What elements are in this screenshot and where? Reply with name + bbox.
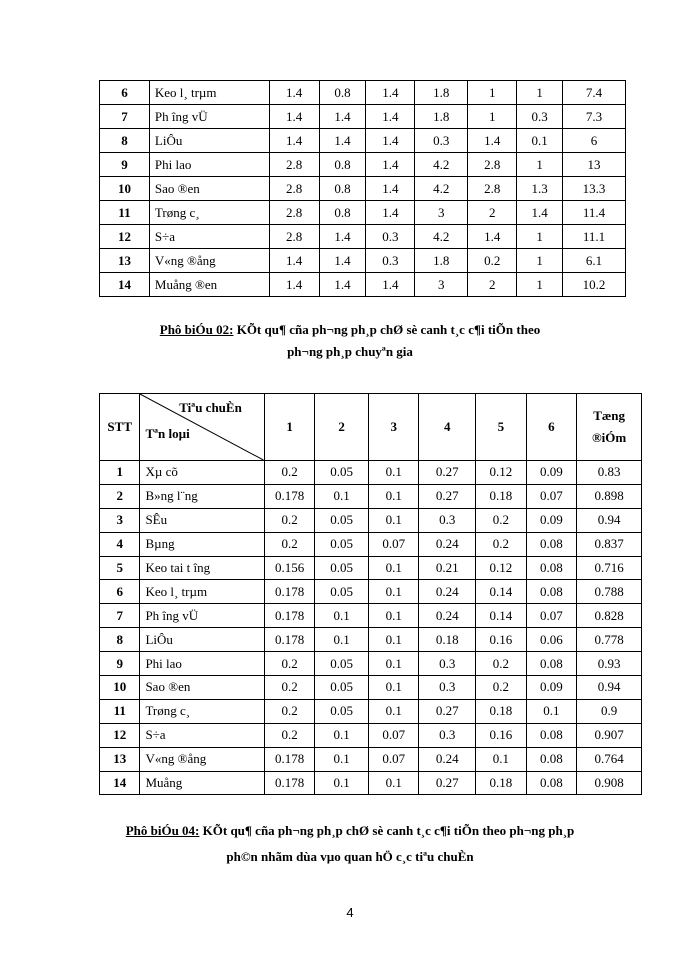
row-number: 9 (100, 652, 140, 676)
score-cell: 0.3 (419, 723, 476, 747)
row-number: 2 (100, 484, 140, 508)
score-cell: 0.1 (368, 676, 419, 700)
score-cell: 0.1 (315, 604, 369, 628)
score-table-continued (99, 80, 626, 297)
score-cell: 1 (468, 81, 517, 105)
species-name: LiÔu (140, 628, 264, 652)
score-cell: 1.4 (468, 225, 517, 249)
row-number: 14 (100, 273, 150, 297)
row-number: 7 (100, 105, 150, 129)
score-cell: 0.05 (315, 461, 369, 485)
header-col-4: 4 (419, 394, 476, 461)
score-cell: 0.3 (366, 249, 415, 273)
score-cell: 0.178 (264, 484, 315, 508)
score-cell: 0.2 (468, 249, 517, 273)
score-cell: 0.2 (476, 532, 527, 556)
score-cell: 0.3 (419, 508, 476, 532)
total-score-cell: 0.828 (577, 604, 642, 628)
score-cell: 1.4 (269, 129, 319, 153)
score-cell: 1.4 (366, 177, 415, 201)
score-cell: 0.1 (368, 699, 419, 723)
score-cell: 0.06 (526, 628, 577, 652)
species-name: V«ng ®ång (149, 249, 269, 273)
score-cell: 0.3 (366, 225, 415, 249)
species-name: SÊu (140, 508, 264, 532)
score-cell: 1 (517, 273, 563, 297)
score-cell: 1.4 (269, 249, 319, 273)
score-cell: 0.1 (368, 508, 419, 532)
score-cell: 0.07 (368, 723, 419, 747)
species-name: Xµ cõ (140, 461, 264, 485)
score-cell: 0.1 (368, 580, 419, 604)
score-cell: 0.8 (319, 177, 366, 201)
score-cell: 0.3 (419, 652, 476, 676)
score-cell: 0.1 (315, 747, 369, 771)
total-score-cell: 0.898 (577, 484, 642, 508)
score-cell: 1.4 (269, 105, 319, 129)
score-cell: 0.1 (368, 771, 419, 795)
page-number: 4 (346, 905, 354, 920)
score-cell: 1.4 (366, 273, 415, 297)
score-cell: 1.4 (319, 129, 366, 153)
score-cell: 1 (517, 249, 563, 273)
score-cell: 2.8 (468, 177, 517, 201)
score-cell: 4.2 (415, 153, 468, 177)
score-cell: 0.18 (476, 699, 527, 723)
score-cell: 0.156 (264, 556, 315, 580)
species-name: S÷a (140, 723, 264, 747)
species-name: Phi lao (149, 153, 269, 177)
score-cell: 0.18 (476, 484, 527, 508)
caption-line-2: ph¬ng ph¸p chuyªn gia (287, 344, 413, 359)
score-cell: 0.08 (526, 747, 577, 771)
score-cell: 0.24 (419, 532, 476, 556)
score-cell: 4.2 (415, 225, 468, 249)
row-number: 5 (100, 556, 140, 580)
caption-label: Phô biÓu 04: (125, 823, 200, 838)
score-cell: 0.2 (476, 676, 527, 700)
total-score-cell: 13 (563, 153, 626, 177)
caption-text: KÕt qu¶ cña ph¬ng ph¸p chØ sè canh t¸c c¶i tiÕn theo (233, 322, 541, 337)
score-cell: 0.1 (476, 747, 527, 771)
score-cell: 1.4 (319, 225, 366, 249)
score-cell: 1.4 (319, 249, 366, 273)
total-score-cell: 6 (563, 129, 626, 153)
species-name: Bµng (140, 532, 264, 556)
header-col-2: 2 (315, 394, 369, 461)
header-col-1: 1 (264, 394, 315, 461)
header-stt: STT (100, 394, 140, 461)
score-cell: 0.1 (526, 699, 577, 723)
header-col-6: 6 (526, 394, 577, 461)
row-number: 10 (100, 676, 140, 700)
species-name: B»ng l¨ng (140, 484, 264, 508)
score-cell: 2.8 (468, 153, 517, 177)
species-name: Trøng c¸ (140, 699, 264, 723)
total-score-cell: 11.4 (563, 201, 626, 225)
table-row (100, 676, 642, 700)
score-cell: 0.8 (319, 153, 366, 177)
caption-line-2: ph©n nhãm dùa vµo quan hÖ c¸c tiªu chuÈn (226, 849, 474, 864)
score-cell: 0.21 (419, 556, 476, 580)
species-name: Sao ®en (149, 177, 269, 201)
row-number: 6 (100, 81, 150, 105)
score-cell: 1.4 (366, 153, 415, 177)
score-cell: 2.8 (269, 225, 319, 249)
score-cell: 0.1 (368, 484, 419, 508)
row-number: 9 (100, 153, 150, 177)
score-cell: 0.05 (315, 556, 369, 580)
score-cell: 1 (517, 225, 563, 249)
score-cell: 0.05 (315, 532, 369, 556)
header-diagonal-cell (140, 394, 264, 461)
score-cell: 0.3 (415, 129, 468, 153)
score-cell: 0.05 (315, 580, 369, 604)
score-cell: 0.2 (264, 723, 315, 747)
score-cell: 1.4 (366, 201, 415, 225)
score-cell: 2 (468, 273, 517, 297)
score-cell: 0.05 (315, 508, 369, 532)
score-cell: 0.2 (264, 699, 315, 723)
table-row (100, 105, 626, 129)
caption-line-1 (0, 322, 700, 338)
total-score-cell: 11.1 (563, 225, 626, 249)
header-total (577, 394, 642, 461)
score-cell: 0.3 (419, 676, 476, 700)
score-cell: 1.4 (319, 273, 366, 297)
score-cell: 0.27 (419, 461, 476, 485)
score-cell: 3 (415, 201, 468, 225)
score-cell: 0.24 (419, 580, 476, 604)
table-row (100, 249, 626, 273)
header-criteria: Tiªu chuÈn (179, 400, 242, 415)
species-name: Sao ®en (140, 676, 264, 700)
table-row (100, 484, 642, 508)
score-cell: 0.1 (368, 628, 419, 652)
score-cell: 1.4 (366, 105, 415, 129)
total-score-cell: 0.764 (577, 747, 642, 771)
table-row (100, 628, 642, 652)
header-row (100, 394, 642, 461)
score-cell: 0.16 (476, 723, 527, 747)
table-row (100, 273, 626, 297)
table-row (100, 129, 626, 153)
row-number: 14 (100, 771, 140, 795)
score-cell: 0.08 (526, 532, 577, 556)
total-score-cell: 0.716 (577, 556, 642, 580)
total-score-cell: 0.837 (577, 532, 642, 556)
row-number: 13 (100, 249, 150, 273)
score-cell: 1.4 (269, 81, 319, 105)
score-cell: 1.4 (366, 81, 415, 105)
score-cell: 0.2 (264, 652, 315, 676)
score-cell: 0.2 (476, 652, 527, 676)
table-row (100, 532, 642, 556)
score-cell: 0.1 (315, 723, 369, 747)
score-cell: 1.8 (415, 105, 468, 129)
score-cell: 0.1 (517, 129, 563, 153)
score-cell: 0.178 (264, 628, 315, 652)
score-cell: 0.18 (476, 771, 527, 795)
species-name: Muång (140, 771, 264, 795)
score-cell: 0.1 (315, 771, 369, 795)
score-cell: 0.08 (526, 771, 577, 795)
score-cell: 0.178 (264, 771, 315, 795)
total-score-cell: 13.3 (563, 177, 626, 201)
total-score-cell: 0.788 (577, 580, 642, 604)
score-cell: 1 (517, 153, 563, 177)
caption-table-02 (0, 322, 700, 360)
score-cell: 1.4 (319, 105, 366, 129)
score-cell: 0.18 (419, 628, 476, 652)
header-col-3: 3 (368, 394, 419, 461)
score-cell: 1 (517, 81, 563, 105)
species-name: Muång ®en (149, 273, 269, 297)
table-row (100, 580, 642, 604)
score-cell: 0.08 (526, 652, 577, 676)
table-row (100, 153, 626, 177)
score-cell: 0.08 (526, 556, 577, 580)
score-cell: 0.1 (368, 652, 419, 676)
total-score-cell: 10.2 (563, 273, 626, 297)
score-cell: 1.8 (415, 249, 468, 273)
table-row (100, 723, 642, 747)
table-row (100, 556, 642, 580)
score-cell: 2.8 (269, 201, 319, 225)
total-score-cell: 0.907 (577, 723, 642, 747)
score-cell: 0.1 (368, 461, 419, 485)
row-number: 10 (100, 177, 150, 201)
total-score-cell: 0.94 (577, 508, 642, 532)
total-score-cell: 0.93 (577, 652, 642, 676)
total-score-cell: 0.83 (577, 461, 642, 485)
species-name: Ph îng vÜ (149, 105, 269, 129)
row-number: 8 (100, 628, 140, 652)
score-cell: 0.2 (264, 461, 315, 485)
score-cell: 0.2 (264, 532, 315, 556)
table-row (100, 771, 642, 795)
caption-text: KÕt qu¶ cña ph¬ng ph¸p chØ sè canh t¸c c¶i tiÕn theo ph¬ng ph¸p (199, 823, 575, 838)
score-cell: 1.8 (415, 81, 468, 105)
score-cell: 0.24 (419, 604, 476, 628)
table-row (100, 461, 642, 485)
total-score-cell: 0.908 (577, 771, 642, 795)
score-cell: 0.07 (526, 604, 577, 628)
score-cell: 0.09 (526, 676, 577, 700)
table-row (100, 699, 642, 723)
score-cell: 0.07 (368, 747, 419, 771)
score-cell: 0.14 (476, 604, 527, 628)
species-name: Keo l¸ trµm (149, 81, 269, 105)
table-row (100, 604, 642, 628)
row-number: 12 (100, 225, 150, 249)
score-cell: 0.14 (476, 580, 527, 604)
score-cell: 0.2 (264, 508, 315, 532)
score-cell: 2.8 (269, 177, 319, 201)
species-name: V«ng ®ång (140, 747, 264, 771)
total-score-cell: 7.4 (563, 81, 626, 105)
score-cell: 0.1 (315, 628, 369, 652)
score-cell: 3 (415, 273, 468, 297)
row-number: 13 (100, 747, 140, 771)
score-cell: 0.1 (368, 556, 419, 580)
header-total-line1: Tæng (593, 408, 625, 423)
total-score-cell: 0.778 (577, 628, 642, 652)
score-cell: 0.178 (264, 580, 315, 604)
score-cell: 0.07 (526, 484, 577, 508)
score-cell: 0.09 (526, 508, 577, 532)
score-cell: 2.8 (269, 153, 319, 177)
score-cell: 0.2 (476, 508, 527, 532)
score-cell: 2 (468, 201, 517, 225)
caption-label: Phô biÓu 02: (159, 322, 234, 337)
score-cell: 0.27 (419, 484, 476, 508)
header-col-5: 5 (476, 394, 527, 461)
table-row (100, 747, 642, 771)
score-cell: 0.1 (315, 484, 369, 508)
score-cell: 0.3 (517, 105, 563, 129)
score-cell: 0.8 (319, 201, 366, 225)
species-name: LiÔu (149, 129, 269, 153)
row-number: 1 (100, 461, 140, 485)
total-score-cell: 6.1 (563, 249, 626, 273)
score-cell: 0.12 (476, 461, 527, 485)
caption-table-04 (0, 823, 700, 865)
score-cell: 0.1 (368, 604, 419, 628)
score-cell: 0.08 (526, 723, 577, 747)
normalized-score-table (99, 393, 642, 795)
total-score-cell: 7.3 (563, 105, 626, 129)
score-cell: 0.24 (419, 747, 476, 771)
score-cell: 0.05 (315, 699, 369, 723)
score-cell: 0.07 (368, 532, 419, 556)
species-name: Trøng c¸ (149, 201, 269, 225)
row-number: 12 (100, 723, 140, 747)
score-cell: 0.16 (476, 628, 527, 652)
species-name: Keo l¸ trµm (140, 580, 264, 604)
score-cell: 1.4 (468, 129, 517, 153)
score-cell: 0.178 (264, 604, 315, 628)
row-number: 11 (100, 201, 150, 225)
score-cell: 0.08 (526, 580, 577, 604)
header-species-name: Tªn loµi (145, 426, 190, 441)
table-row (100, 177, 626, 201)
row-number: 11 (100, 699, 140, 723)
score-cell: 1.4 (366, 129, 415, 153)
table-row (100, 201, 626, 225)
table-row (100, 652, 642, 676)
species-name: S÷a (149, 225, 269, 249)
score-cell: 1.3 (517, 177, 563, 201)
species-name: Ph îng vÜ (140, 604, 264, 628)
row-number: 4 (100, 532, 140, 556)
row-number: 8 (100, 129, 150, 153)
score-cell: 0.05 (315, 652, 369, 676)
score-cell: 0.27 (419, 771, 476, 795)
score-cell: 0.8 (319, 81, 366, 105)
row-number: 6 (100, 580, 140, 604)
score-cell: 1 (468, 105, 517, 129)
row-number: 3 (100, 508, 140, 532)
total-score-cell: 0.9 (577, 699, 642, 723)
table-row (100, 81, 626, 105)
score-cell: 0.05 (315, 676, 369, 700)
score-cell: 0.12 (476, 556, 527, 580)
score-table-body (100, 81, 626, 297)
total-score-cell: 0.94 (577, 676, 642, 700)
header-total-line2: ®iÓm (591, 430, 627, 445)
score-cell: 0.09 (526, 461, 577, 485)
table-row (100, 225, 626, 249)
score-cell: 4.2 (415, 177, 468, 201)
score-cell: 0.2 (264, 676, 315, 700)
score-cell: 1.4 (517, 201, 563, 225)
score-cell: 0.27 (419, 699, 476, 723)
species-name: Phi lao (140, 652, 264, 676)
row-number: 7 (100, 604, 140, 628)
score-cell: 1.4 (269, 273, 319, 297)
species-name: Keo tai t îng (140, 556, 264, 580)
caption-line-1 (0, 823, 700, 839)
score-cell: 0.178 (264, 747, 315, 771)
normalized-table-body (100, 461, 642, 795)
table-row (100, 508, 642, 532)
